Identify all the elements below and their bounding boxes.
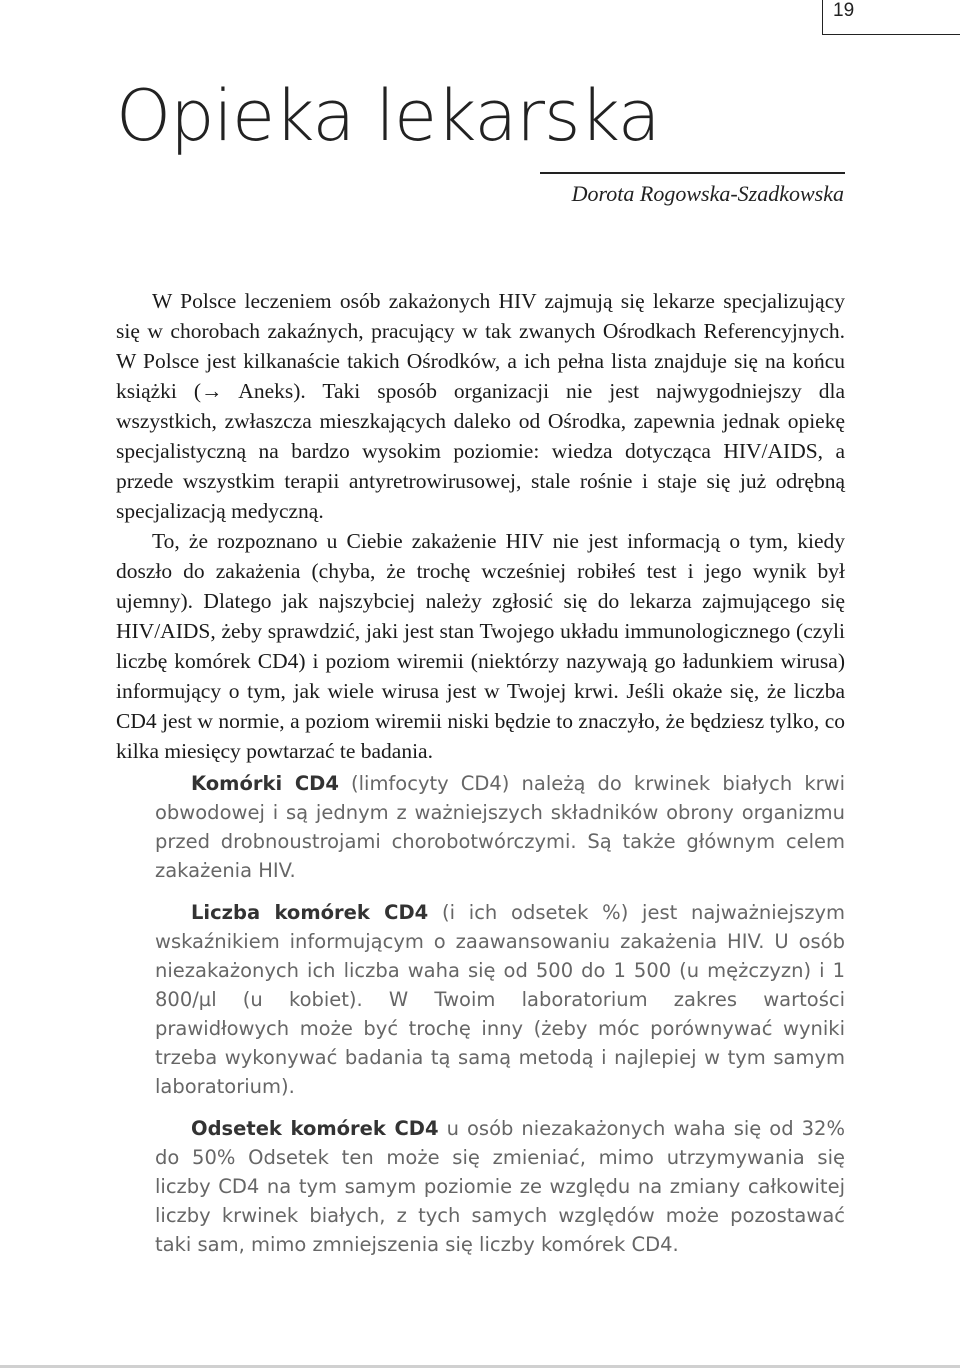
- body-paragraph-1: W Polsce leczeniem osób zakażonych HIV zajmują się lekarze specjalizujący się w chorobach zakaźnych, pracujący w tak zwanych Ośrodkach Referencyjnych. W Polsce jest kilkanaście takich Ośrodków, a ich pełna lista znajduje się na końcu książki (→ Aneks). Taki sposób organizacji nie jest najwygodniejszy dla wszystkich, zwłaszcza mieszkających daleko od Ośrodka, zapewnia jednak opiekę specjalistyczną na bardzo wysokim poziomie: wiedza dotycząca HIV/AIDS, a przede wszystkim terapii antyretrowirusowej, stale rośnie i staje się już odrębną specjalizacją medyczną.: [116, 289, 845, 523]
- chapter-title: Opieka lekarska: [116, 75, 660, 157]
- info-term-1: Komórki CD4: [191, 772, 339, 795]
- page-number: 19: [833, 0, 855, 21]
- title-rule: [540, 172, 845, 174]
- author-name: Dorota Rogowska-Szadkowska: [571, 181, 844, 206]
- info-paragraph-2: [155, 898, 845, 1101]
- info-text-2: (i ich odsetek %) jest najważniejszym wskaźnikiem informującym o zaawansowaniu zakażenia HIV. U osób niezakażonych ich liczba waha się od 500 do 1 500 (u mężczyzn) i 1 800/µl (u kobiet). W Twoim laboratorium zakres wartości prawidłowych może być trochę inny (żeby móc porównywać wyniki trzeba wykonywać badania tą samą metodą i najlepiej w tym samym laboratorium).: [155, 901, 845, 1098]
- info-section: [155, 769, 845, 1272]
- page-number-box: [822, 0, 960, 35]
- info-term-2: Liczba komórek CD4: [191, 901, 429, 924]
- info-paragraph-3: [155, 1114, 845, 1259]
- main-text: [116, 286, 845, 766]
- info-term-3: Odsetek komórek CD4: [191, 1117, 439, 1140]
- info-text-1: (limfocyty CD4) należą do krwinek białych krwi obwodowej i są jednym z ważniejszych składników obrony organizmu przed drobnoustrojami chorobotwórczymi. Są także głównym celem zakażenia HIV.: [155, 772, 845, 882]
- info-paragraph-1: [155, 769, 845, 885]
- body-paragraph-2: To, że rozpoznano u Ciebie zakażenie HIV nie jest informacją o tym, kiedy doszło do zakażenia (chyba, że trochę wcześniej robiłeś test i jego wynik był ujemny). Dlatego jak najszybciej należy zgłosić się do lekarza zajmującego się HIV/AIDS, żeby sprawdzić, jaki jest stan Twojego układu immunologicznego (czyli liczbę komórek CD4) i poziom wiremii (niektórzy nazywają go ładunkiem wirusa) informujący o tym, jak wiele wirusa jest w Twojej krwi. Jeśli okaże się, że liczba CD4 jest w normie, a poziom wiremii niski będzie to znaczyło, że będziesz tylko, co kilka miesięcy powtarzać te badania.: [116, 529, 845, 763]
- info-text-3: u osób niezakażonych waha się od 32% do 50% Odsetek ten może się zmieniać, mimo utrzymywania się liczby CD4 na tym samym poziomie ze względu na zmiany całkowitej liczby krwinek białych, z tych samych względów może pozostawać taki sam, mimo zmniejszenia się liczby komórek CD4.: [155, 1117, 845, 1256]
